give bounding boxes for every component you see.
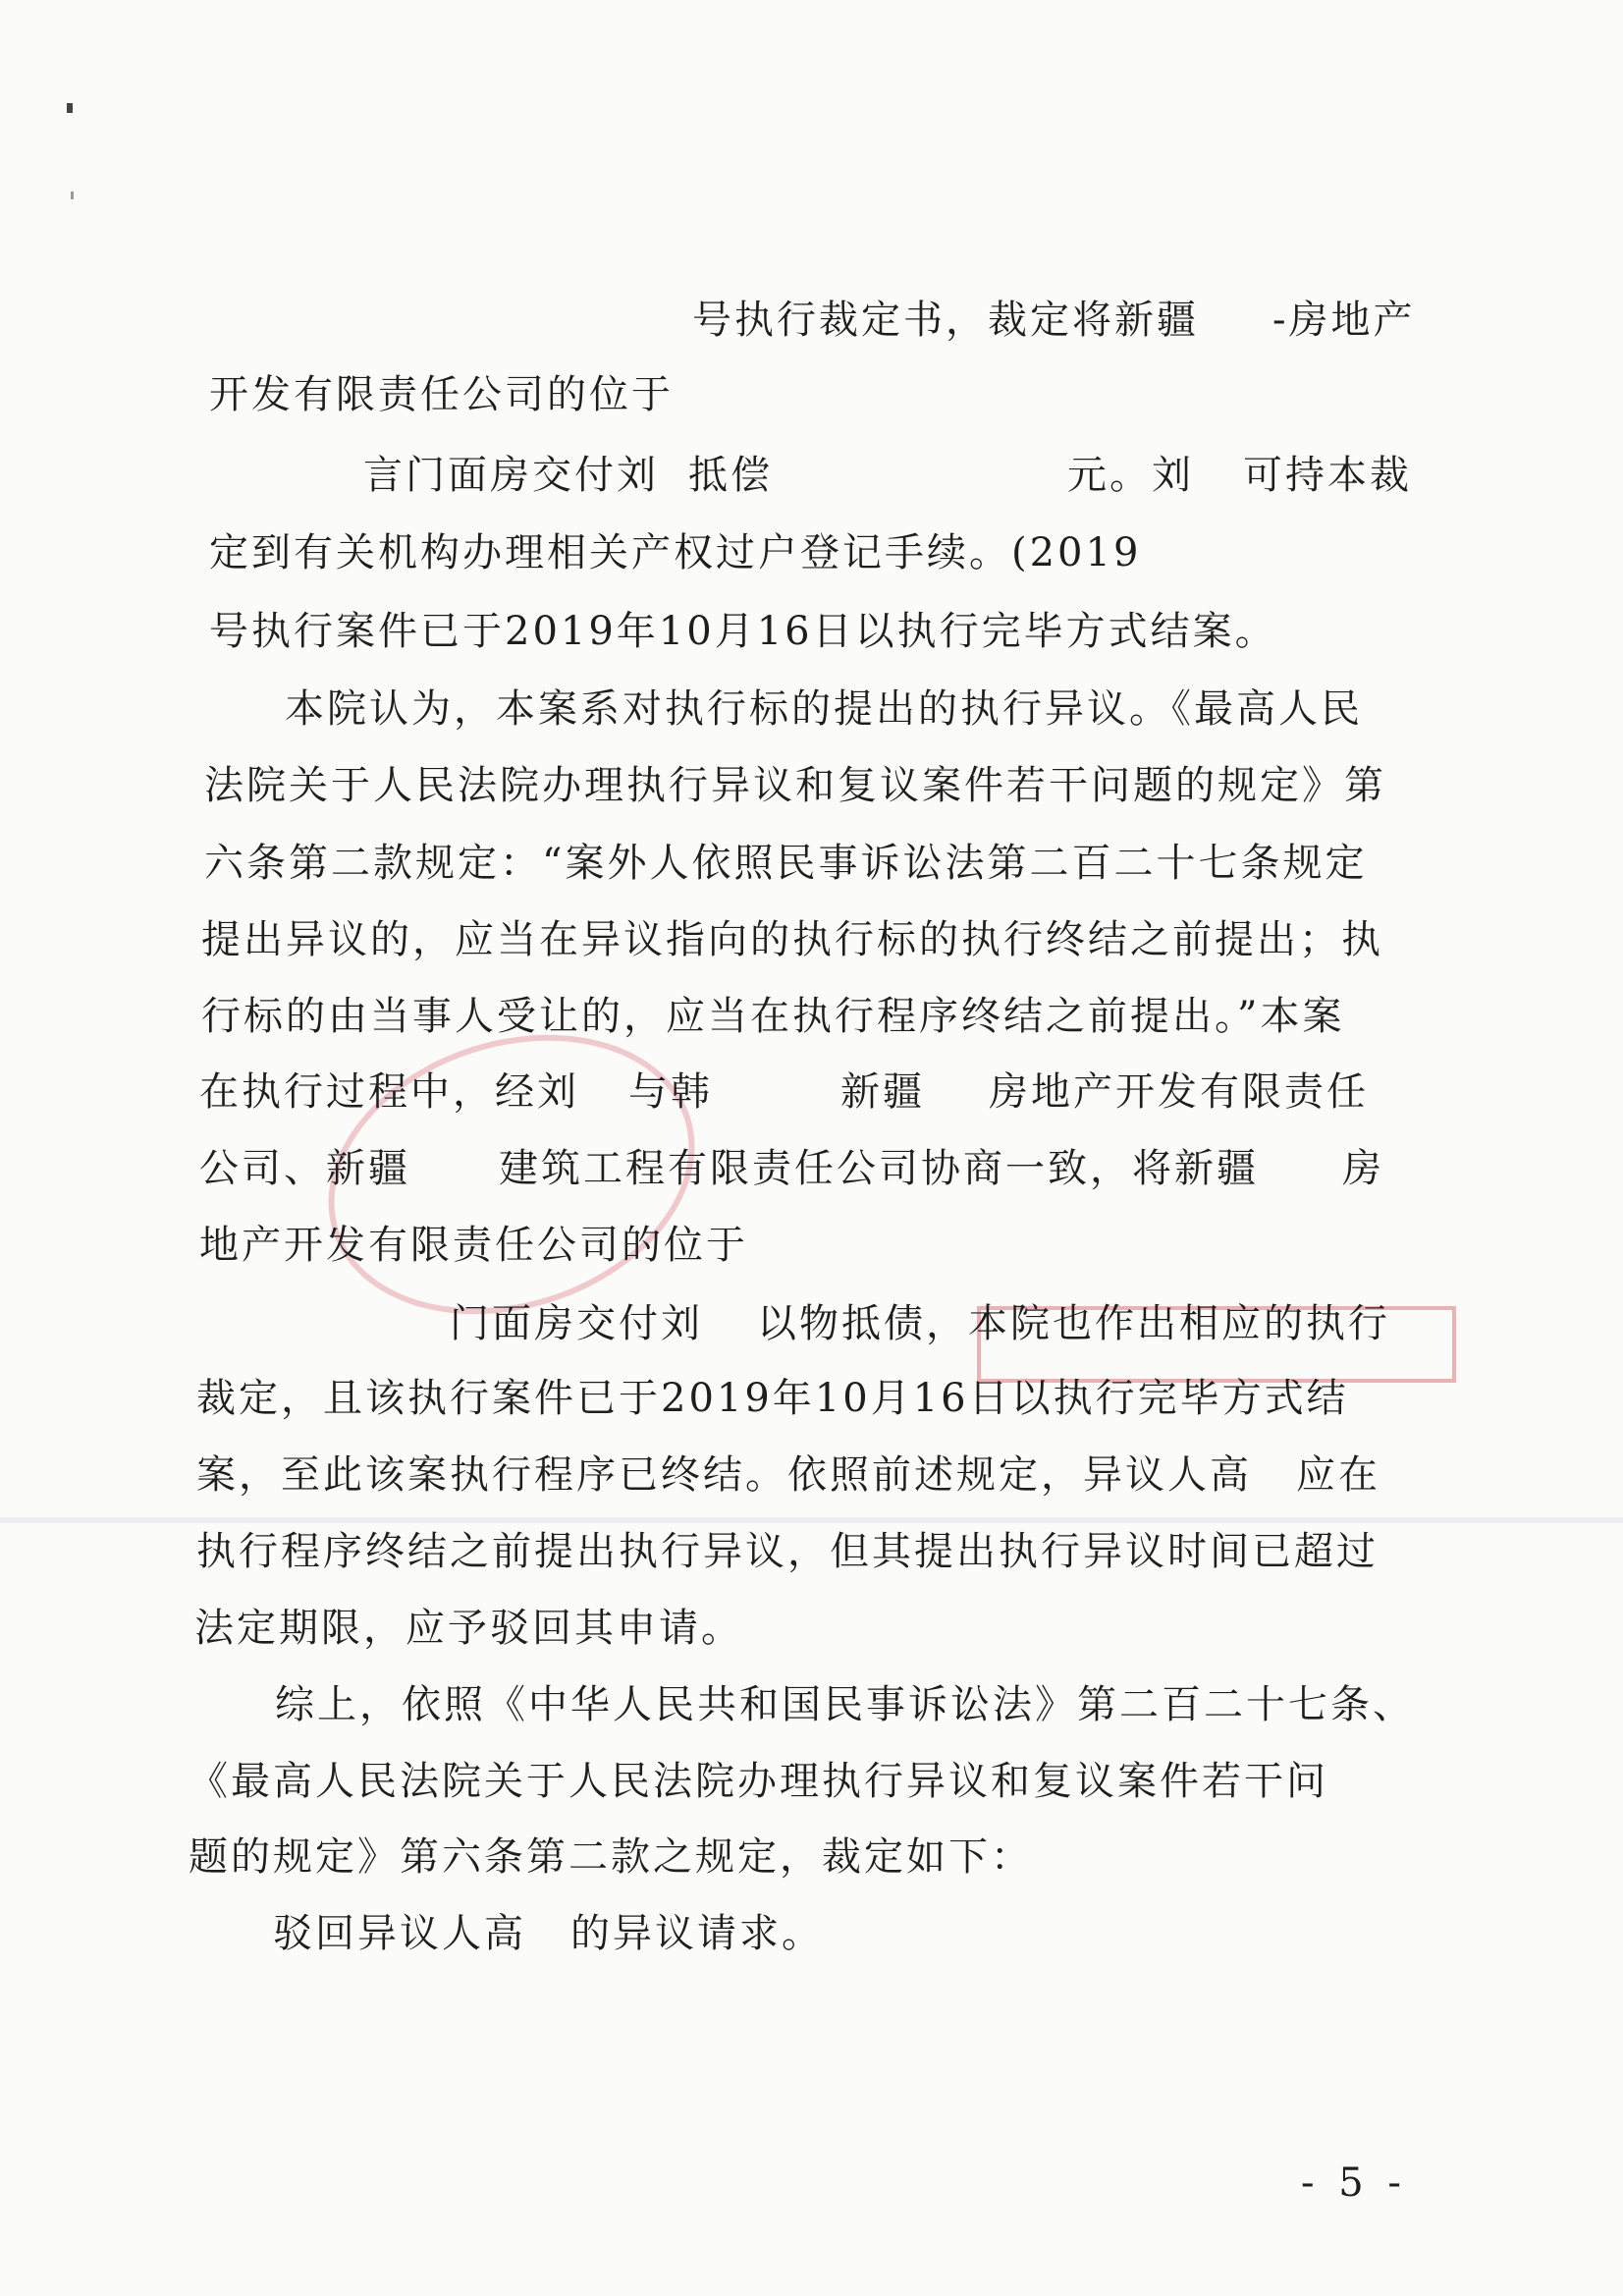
text-line: 法院关于人民法院办理执行异议和复议案件若干问题的规定》第 xyxy=(204,763,1386,808)
text-line: 本院认为，本案系对执行标的提出的执行异议。《最高人民 xyxy=(285,686,1363,732)
text-line: 公司、新疆 建筑工程有限责任公司协商一致，将新疆 房 xyxy=(199,1146,1384,1191)
text-line: 地产开发有限责任公司的位于 xyxy=(199,1223,748,1268)
text-line: 言门面房交付刘 抵偿 元。刘 可持本裁 xyxy=(363,453,1412,498)
text-line: 提出异议的，应当在异议指向的执行标的执行终结之前提出；执 xyxy=(201,917,1383,962)
text-line: 定到有关机构办理相关产权过户登记手续。(2019 xyxy=(209,530,1142,575)
text-line: 行标的由当事人受让的，应当在执行程序终结之前提出。”本案 xyxy=(201,994,1345,1039)
text-line: 驳回异议人高 的异议请求。 xyxy=(273,1911,824,1956)
page-number: - 5 - xyxy=(1301,2160,1407,2206)
text-line: 执行程序终结之前提出执行异议，但其提出执行异议时间已超过 xyxy=(196,1529,1379,1574)
scan-mark xyxy=(67,103,73,113)
text-line: 法定期限，应予驳回其申请。 xyxy=(194,1606,743,1651)
text-line: 在执行过程中，经刘 与韩 新疆 房地产开发有限责任 xyxy=(199,1069,1369,1115)
text-line: 门面房交付刘 以物抵债，本院也作出相应的执行 xyxy=(450,1301,1390,1346)
text-line: 裁定，且该执行案件已于2019年10月16日以执行完毕方式结 xyxy=(196,1376,1349,1421)
text-line: 开发有限责任公司的位于 xyxy=(209,372,674,417)
text-line: 六条第二款规定：“案外人依照民事诉讼法第二百二十七条规定 xyxy=(204,841,1368,886)
text-line: 号执行裁定书，裁定将新疆 -房地产 xyxy=(692,298,1416,343)
text-line: 题的规定》第六条第二款之规定，裁定如下： xyxy=(189,1834,1033,1880)
scan-mark xyxy=(71,191,74,199)
text-line: 号执行案件已于2019年10月16日以执行完毕方式结案。 xyxy=(209,609,1277,654)
scan-band xyxy=(0,1517,1623,1523)
text-line: 综上，依照《中华人民共和国民事诉讼法》第二百二十七条、 xyxy=(275,1682,1415,1727)
text-line: 《最高人民法院关于人民法院办理执行异议和复议案件若干问 xyxy=(189,1759,1328,1804)
text-line: 案，至此该案执行程序已终结。依照前述规定，异议人高 应在 xyxy=(196,1452,1380,1498)
